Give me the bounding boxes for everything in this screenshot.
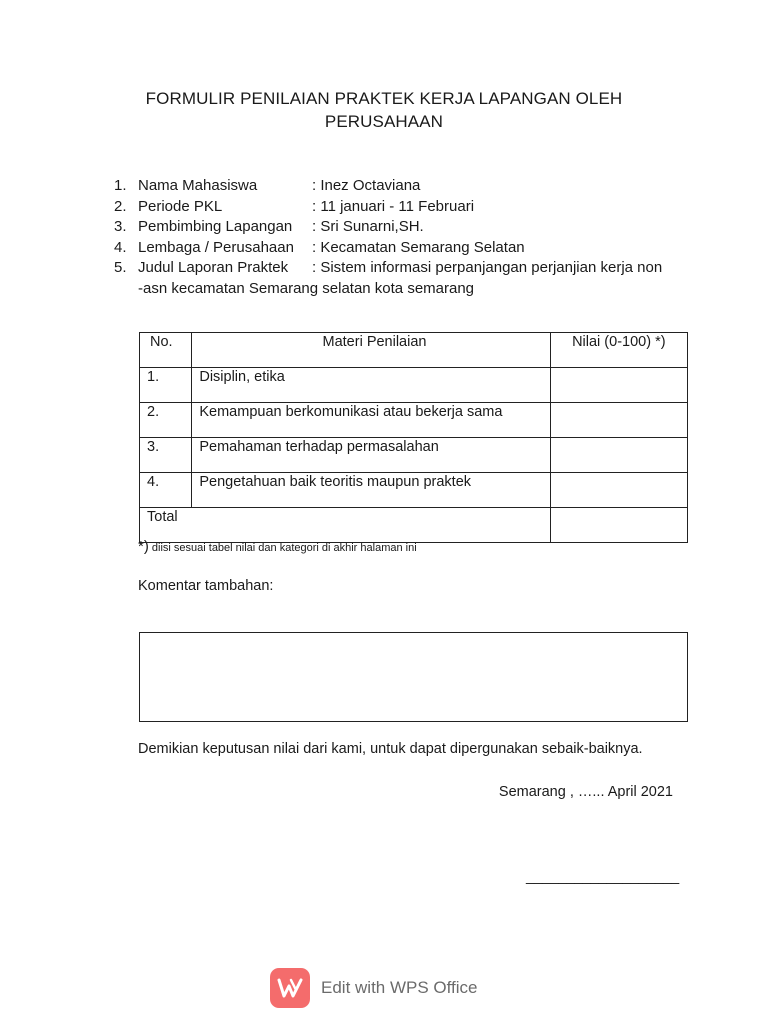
row-score-cell[interactable]	[550, 403, 687, 438]
signature-line: ___________________	[526, 869, 680, 885]
table-header-row	[140, 333, 688, 368]
closing-statement: Demikian keputusan nilai dari kami, untuk dapat dipergunakan sebaik-baiknya.	[138, 741, 643, 757]
wps-edit-text: Edit with WPS Office	[321, 978, 478, 997]
header-materi: Materi Penilaian	[192, 333, 550, 368]
table-row	[140, 368, 688, 403]
assessment-table	[139, 332, 688, 543]
info-label: Nama Mahasiswa	[138, 177, 258, 194]
report-title-continuation: -asn kecamatan Semarang selatan kota semarang	[138, 279, 475, 297]
row-number: 4.	[140, 473, 192, 508]
wps-edit-badge[interactable]	[270, 968, 478, 1008]
info-number: 4.	[114, 238, 127, 256]
info-label: Lembaga / Perusahaan	[138, 238, 294, 256]
footnote-text: diisi sesuai tabel nilai dan kategori di akhir halaman ini	[148, 542, 417, 554]
row-materi: Kemampuan berkomunikasi atau bekerja sama	[192, 403, 550, 438]
header-nilai: Nilai (0-100) *)	[550, 333, 687, 368]
total-score-cell[interactable]	[550, 508, 687, 543]
total-label: Total	[140, 508, 551, 543]
row-number: 3.	[140, 438, 192, 473]
row-materi: Pengetahuan baik teoritis maupun praktek	[192, 473, 550, 508]
comment-box[interactable]	[139, 632, 688, 722]
info-label: Periode PKL	[138, 197, 223, 215]
info-value: : Kecamatan Semarang Selatan	[312, 238, 525, 256]
row-materi: Pemahaman terhadap permasalahan	[192, 438, 550, 473]
title-line-1: FORMULIR PENILAIAN PRAKTEK KERJA LAPANGAN OLEH	[145, 89, 623, 108]
info-number: 2.	[114, 197, 127, 215]
header-no: No.	[140, 333, 192, 368]
table-footnote	[138, 538, 417, 555]
comment-label: Komentar tambahan:	[138, 578, 274, 594]
info-value: : 11 januari - 11 Februari	[312, 197, 475, 215]
info-item-period	[114, 197, 714, 218]
title-line-2: PERUSAHAAN	[324, 112, 444, 131]
form-title	[0, 87, 768, 133]
info-value: : Sistem informasi perpanjangan perjanjian kerja non	[312, 259, 663, 276]
table-row	[140, 403, 688, 438]
info-item-report-title	[114, 258, 714, 279]
info-number: 5.	[114, 259, 127, 276]
row-score-cell[interactable]	[550, 438, 687, 473]
row-score-cell[interactable]	[550, 473, 687, 508]
info-value: : Inez Octaviana	[312, 177, 421, 194]
info-value: : Sri Sunarni,SH.	[312, 218, 424, 235]
info-item-supervisor	[114, 217, 714, 238]
info-item-institution	[114, 238, 714, 259]
place-date: Semarang , …... April 2021	[498, 784, 673, 800]
table-row	[140, 438, 688, 473]
footnote-marker: *)	[138, 538, 149, 555]
info-label: Judul Laporan Praktek	[138, 259, 289, 276]
info-item-student-name	[114, 176, 714, 197]
info-label: Pembimbing Lapangan	[138, 218, 293, 235]
wps-office-logo-icon	[270, 968, 310, 1008]
student-info-list	[114, 176, 714, 299]
row-number: 2.	[140, 403, 192, 438]
info-number: 3.	[114, 218, 127, 235]
row-number: 1.	[140, 368, 192, 403]
table-row	[140, 473, 688, 508]
info-number: 1.	[114, 177, 127, 194]
row-materi: Disiplin, etika	[192, 368, 550, 403]
row-score-cell[interactable]	[550, 368, 687, 403]
